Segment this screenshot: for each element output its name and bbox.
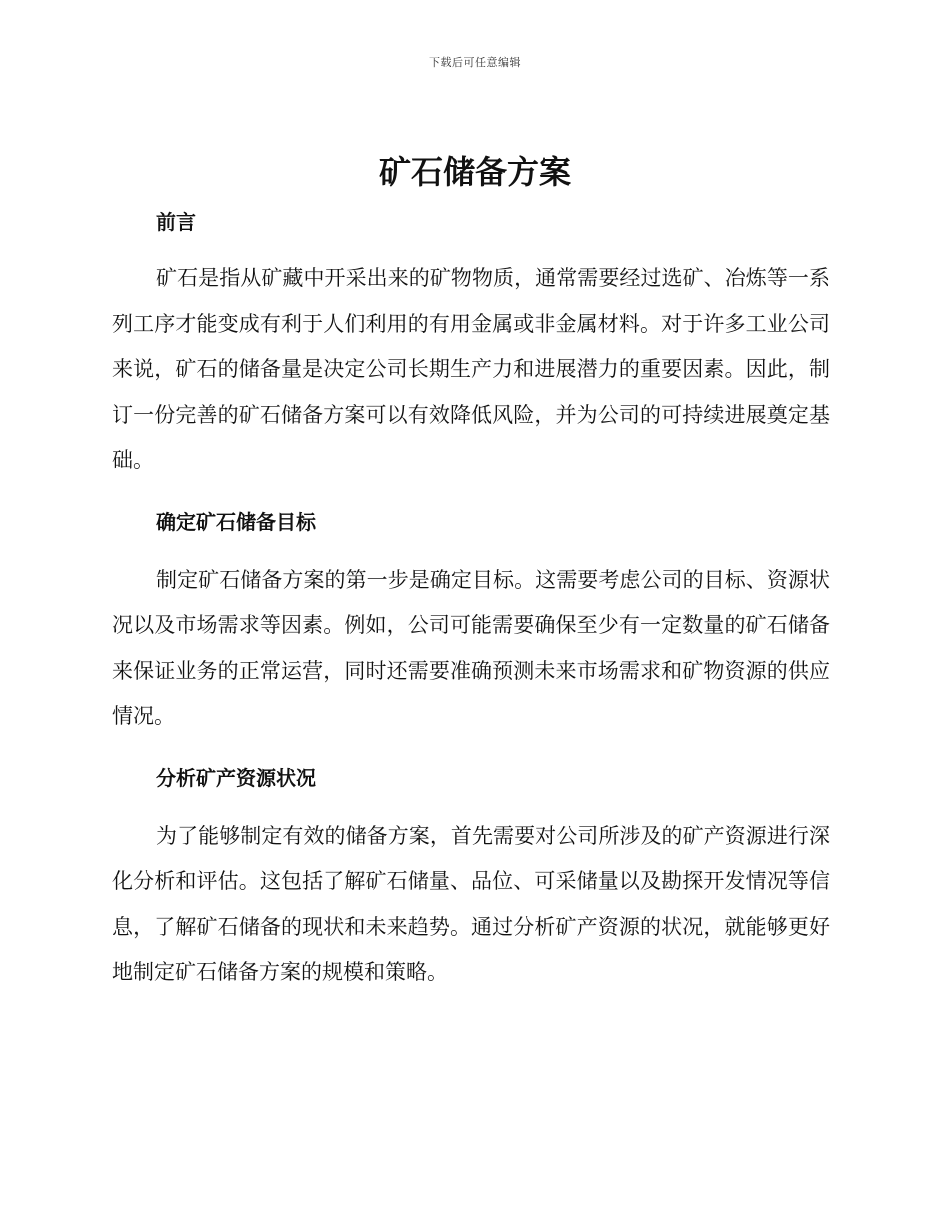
section-heading-preface: 前言 bbox=[156, 210, 196, 234]
header-note: 下载后可任意编辑 bbox=[429, 56, 521, 69]
section-paragraph-resource-analysis: 为了能够制定有效的储备方案，首先需要对公司所涉及的矿产资源进行深化分析和评估。这包括了解矿石储量、品位、可采储量以及勘探开发情况等信息，了解矿石储备的现状和未来趋势。通过分析矿产资源的状况，就能够更好地制定矿石储备方案的规模和策略。 bbox=[112, 823, 830, 984]
document-body bbox=[112, 200, 830, 996]
section-heading-resource-analysis: 分析矿产资源状况 bbox=[156, 765, 316, 790]
section-paragraph-reserve-goal: 制定矿石储备方案的第一步是确定目标。这需要考虑公司的目标、资源状况以及市场需求等因素。例如，公司可能需要确保至少有一定数量的矿石储备来保证业务的正常运营，同时还需要准确预测未来市场需求和矿物资源的供应情况。 bbox=[112, 567, 830, 728]
document-title: 矿石储备方案 bbox=[378, 153, 571, 191]
section-heading-reserve-goal: 确定矿石储备目标 bbox=[156, 509, 316, 534]
section-paragraph-preface: 矿石是指从矿藏中开采出来的矿物物质，通常需要经过选矿、冶炼等一系列工序才能变成有利于人们利用的有用金属或非金属材料。对于许多工业公司来说，矿石的储备量是决定公司长期生产力和进展潜力的重要因素。因此，制订一份完善的矿石储备方案可以有效降低风险，并为公司的可持续进展奠定基础。 bbox=[112, 266, 830, 472]
